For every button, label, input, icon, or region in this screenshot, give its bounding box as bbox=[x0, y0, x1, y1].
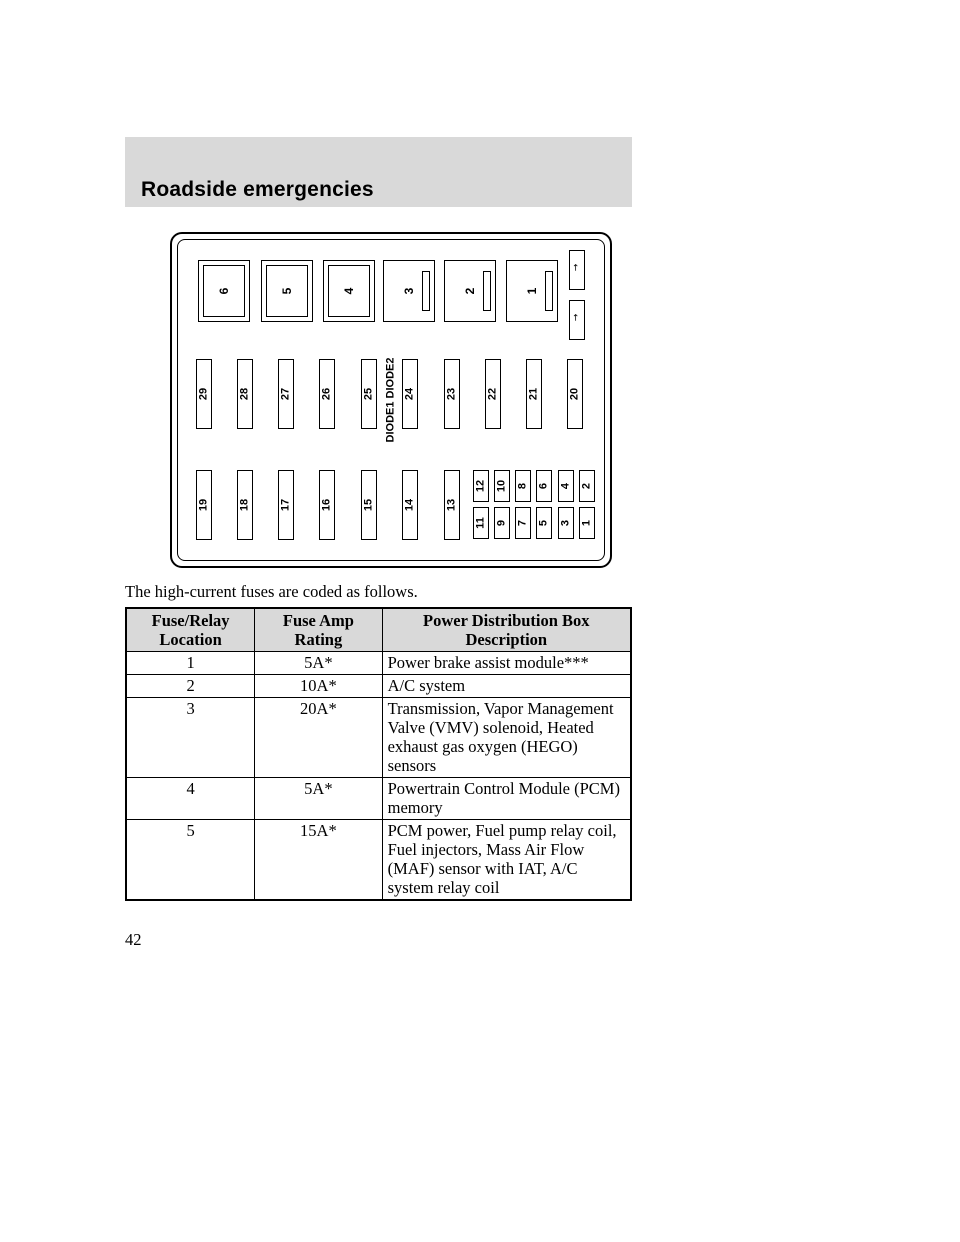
description-line: exhaust gas oxygen (HEGO) bbox=[387, 737, 578, 756]
fuse-13 bbox=[444, 470, 460, 540]
fuse-label: 17 bbox=[279, 498, 292, 512]
fuse-label: 22 bbox=[486, 387, 499, 401]
fuse-label: 8 bbox=[516, 482, 529, 490]
table-row bbox=[126, 820, 631, 901]
fuse-label: 19 bbox=[197, 498, 210, 512]
cell-rating: 20A* bbox=[255, 698, 382, 778]
fuse-21 bbox=[526, 359, 542, 429]
fuse-table-header-row bbox=[126, 608, 631, 652]
mini-fuse-7 bbox=[515, 507, 531, 539]
description-line: Valve (VMV) solenoid, Heated bbox=[387, 718, 594, 737]
relay-label: 1 bbox=[525, 287, 539, 295]
fuse-label: 25 bbox=[362, 387, 375, 401]
fuse-label: 2 bbox=[580, 482, 593, 490]
table-row bbox=[126, 652, 631, 675]
mini-fuse-2 bbox=[579, 470, 595, 502]
fuse-16 bbox=[319, 470, 335, 540]
cell-location: 4 bbox=[126, 778, 255, 820]
fuse-label: 6 bbox=[537, 482, 550, 490]
relay-label: 6 bbox=[217, 287, 231, 295]
description-line: sensors bbox=[387, 756, 437, 775]
relay-label: 4 bbox=[342, 287, 356, 295]
table-row bbox=[126, 675, 631, 698]
fuse-label: 20 bbox=[568, 387, 581, 401]
mini-fuse-8 bbox=[515, 470, 531, 502]
header-location-line: Location bbox=[159, 630, 222, 649]
fuse-label: 3 bbox=[559, 519, 572, 527]
header-description-line: Description bbox=[465, 630, 548, 649]
relay-slot bbox=[483, 271, 491, 311]
fuse-22 bbox=[485, 359, 501, 429]
description-line: memory bbox=[387, 798, 443, 817]
diode-2 bbox=[569, 250, 585, 290]
relay-slot bbox=[545, 271, 553, 311]
header-location-line: Fuse/Relay bbox=[151, 611, 230, 630]
cell-rating: 10A* bbox=[255, 675, 382, 698]
fuse-label: 21 bbox=[527, 387, 540, 401]
mini-fuse-11 bbox=[473, 507, 489, 539]
fuse-label: 27 bbox=[279, 387, 292, 401]
diode-arrow-icon: → bbox=[571, 263, 582, 272]
fuse-label: 5 bbox=[537, 519, 550, 527]
diode-1 bbox=[569, 300, 585, 340]
fuse-label: 7 bbox=[516, 519, 529, 527]
fuse-17 bbox=[278, 470, 294, 540]
relay-6 bbox=[198, 260, 250, 322]
cell-location: 1 bbox=[126, 652, 255, 675]
cell-location: 3 bbox=[126, 698, 255, 778]
power-distribution-box-diagram bbox=[170, 232, 612, 568]
relay-5 bbox=[261, 260, 313, 322]
fuse-label: 15 bbox=[362, 498, 375, 512]
fuse-label: 18 bbox=[238, 498, 251, 512]
fuse-label: 11 bbox=[474, 517, 487, 529]
cell-description bbox=[382, 675, 631, 698]
relay-label: 3 bbox=[402, 287, 416, 295]
description-line: Power brake assist module*** bbox=[387, 653, 589, 672]
section-title: Roadside emergencies bbox=[141, 178, 374, 201]
description-line: Powertrain Control Module (PCM) bbox=[387, 779, 620, 798]
fuse-27 bbox=[278, 359, 294, 429]
cell-rating: 5A* bbox=[255, 652, 382, 675]
fuse-label: 10 bbox=[495, 479, 508, 493]
fuse-table bbox=[125, 607, 632, 901]
description-line: A/C system bbox=[387, 676, 466, 695]
table-row bbox=[126, 778, 631, 820]
mini-fuse-3 bbox=[558, 507, 574, 539]
fuse-label: 24 bbox=[403, 387, 416, 401]
description-line: Transmission, Vapor Management bbox=[387, 699, 614, 718]
fuse-23 bbox=[444, 359, 460, 429]
fuse-label: 9 bbox=[495, 519, 508, 527]
fuse-label: 1 bbox=[580, 519, 593, 527]
cell-rating: 5A* bbox=[255, 778, 382, 820]
relay-label: 5 bbox=[280, 287, 294, 295]
mini-fuse-5 bbox=[536, 507, 552, 539]
mini-fuse-9 bbox=[494, 507, 510, 539]
fuse-label: 23 bbox=[445, 387, 458, 401]
fuse-label: 13 bbox=[445, 498, 458, 512]
diode1-label: DIODE1 DIODE2 bbox=[384, 357, 397, 443]
fuse-label: 28 bbox=[238, 387, 251, 401]
cell-description bbox=[382, 698, 631, 778]
cell-description bbox=[382, 652, 631, 675]
cell-location: 5 bbox=[126, 820, 255, 901]
mini-fuse-6 bbox=[536, 470, 552, 502]
fuse-label: 12 bbox=[474, 479, 487, 493]
relay-4 bbox=[323, 260, 375, 322]
fuse-28 bbox=[237, 359, 253, 429]
table-caption: The high-current fuses are coded as follows. bbox=[125, 582, 418, 601]
mini-fuse-4 bbox=[558, 470, 574, 502]
description-line: Fuel injectors, Mass Air Flow bbox=[387, 840, 585, 859]
relay-slot bbox=[422, 271, 430, 311]
header-rating bbox=[255, 608, 382, 652]
header-description-line: Power Distribution Box bbox=[423, 611, 590, 630]
page-number: 42 bbox=[125, 930, 142, 949]
fuse-19 bbox=[196, 470, 212, 540]
table-row bbox=[126, 698, 631, 778]
cell-description bbox=[382, 778, 631, 820]
cell-rating: 15A* bbox=[255, 820, 382, 901]
fuse-25 bbox=[361, 359, 377, 429]
fuse-20 bbox=[567, 359, 583, 429]
relay-1 bbox=[506, 260, 558, 322]
fuse-26 bbox=[319, 359, 335, 429]
fuse-15 bbox=[361, 470, 377, 540]
relay-2 bbox=[444, 260, 496, 322]
mini-fuse-10 bbox=[494, 470, 510, 502]
relay-3 bbox=[383, 260, 435, 322]
description-line: (MAF) sensor with IAT, A/C bbox=[387, 859, 578, 878]
mini-fuse-12 bbox=[473, 470, 489, 502]
header-rating-line: Rating bbox=[294, 630, 343, 649]
description-line: PCM power, Fuel pump relay coil, bbox=[387, 821, 617, 840]
fuse-label: 29 bbox=[197, 387, 210, 401]
fuse-label: 4 bbox=[559, 482, 572, 490]
fuse-18 bbox=[237, 470, 253, 540]
header-description bbox=[382, 608, 631, 652]
fuse-label: 14 bbox=[403, 498, 416, 512]
fuse-14 bbox=[402, 470, 418, 540]
header-rating-line: Fuse Amp bbox=[282, 611, 354, 630]
fuse-29 bbox=[196, 359, 212, 429]
header-location bbox=[126, 608, 255, 652]
mini-fuse-1 bbox=[579, 507, 595, 539]
diode-arrow-icon: → bbox=[571, 313, 582, 322]
fuse-label: 26 bbox=[320, 387, 333, 401]
cell-description bbox=[382, 820, 631, 901]
cell-location: 2 bbox=[126, 675, 255, 698]
fuse-24 bbox=[402, 359, 418, 429]
fuse-label: 16 bbox=[320, 498, 333, 512]
description-line: system relay coil bbox=[387, 878, 500, 897]
relay-label: 2 bbox=[463, 287, 477, 295]
